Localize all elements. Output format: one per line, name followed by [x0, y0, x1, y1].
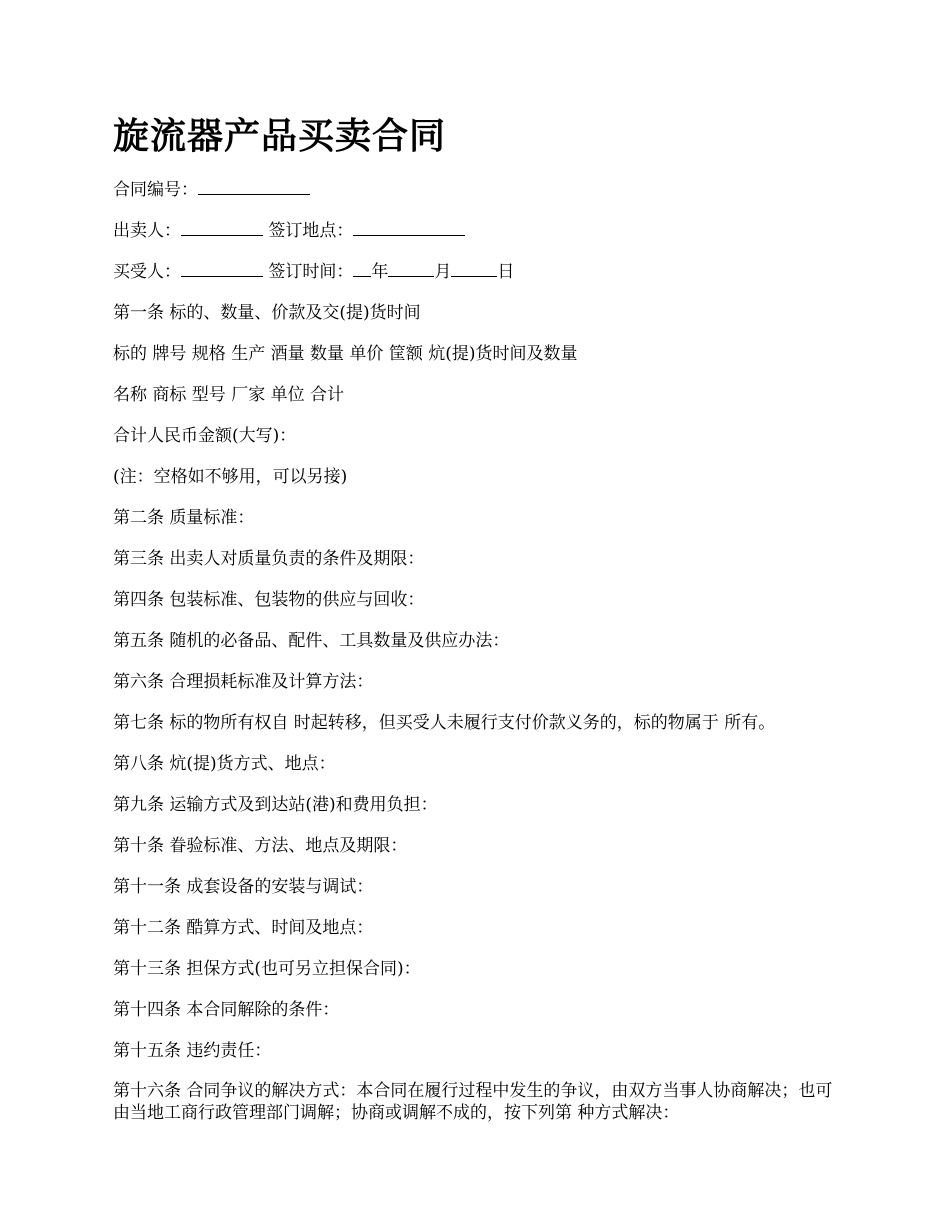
- clause-7: 第七条 标的物所有权自 时起转移，但买受人未履行支付价款义务的，标的物属于 所有。: [113, 713, 776, 733]
- clause-12: 第十二条 酷算方式、时间及地点：: [113, 918, 374, 938]
- year-blank: [353, 260, 371, 277]
- contract-document: [113, 108, 843, 1141]
- clause-11: 第十一条 成套设备的安装与调试：: [113, 877, 374, 897]
- total-amount: 合计人民币金额(大写)：: [113, 426, 297, 446]
- sign-time-label: 签订时间：: [268, 262, 354, 282]
- clause-16: 第十六条 合同争议的解决方式：本合同在履行过程中发生的争议，由双方当事人协商解决；也可由当地工商行政管理部门调解；协商或调解不成的，按下列第 种方式解决：: [113, 1081, 833, 1123]
- seller-blank: [181, 219, 263, 236]
- year-label: 年: [371, 262, 389, 282]
- clause-13: 第十三条 担保方式(也可另立担保合同)：: [113, 959, 421, 979]
- contract-number-row: [113, 178, 843, 202]
- clause-8: 第八条 炕(提)货方式、地点：: [113, 754, 336, 774]
- month-label: 月: [434, 262, 452, 282]
- clause-6: 第六条 合理损耗标准及计算方法：: [113, 672, 374, 692]
- contract-number-blank: [198, 178, 310, 195]
- clause-5: 第五条 随机的必备品、配件、工具数量及供应办法：: [113, 631, 510, 651]
- clause-3: 第三条 出卖人对质量负责的条件及期限：: [113, 549, 425, 569]
- sign-place-label: 签订地点：: [268, 221, 354, 241]
- day-label: 日: [497, 262, 515, 282]
- table-header-row-2: 名称 商标 型号 厂家 单位 合计: [113, 385, 345, 405]
- clause-4: 第四条 包装标准、包装物的供应与回收：: [113, 590, 425, 610]
- month-blank: [388, 260, 434, 277]
- clause-15: 第十五条 违约责任：: [113, 1041, 272, 1061]
- contract-number-label: 合同编号：: [113, 180, 198, 200]
- buyer-label: 买受人：: [113, 262, 181, 282]
- buyer-row: [113, 260, 843, 284]
- buyer-blank: [181, 260, 263, 277]
- clause-1: 第一条 标的、数量、价款及交(提)货时间: [113, 303, 421, 323]
- seller-row: [113, 219, 843, 243]
- clause-9: 第九条 运输方式及到达站(港)和费用负担：: [113, 795, 438, 815]
- seller-label: 出卖人：: [113, 221, 181, 241]
- document-title: 旋流器产品买卖合同: [113, 115, 447, 157]
- table-header-row-1: 标的 牌号 规格 生产 酒量 数量 单价 筐额 炕(提)货时间及数量: [113, 344, 578, 364]
- note: (注：空格如不够用，可以另接): [113, 467, 348, 487]
- clause-2: 第二条 质量标准：: [113, 508, 255, 528]
- day-blank: [451, 260, 497, 277]
- clause-10: 第十条 眷验标准、方法、地点及期限：: [113, 836, 408, 856]
- sign-place-blank: [353, 219, 465, 236]
- clause-14: 第十四条 本合同解除的条件：: [113, 1000, 340, 1020]
